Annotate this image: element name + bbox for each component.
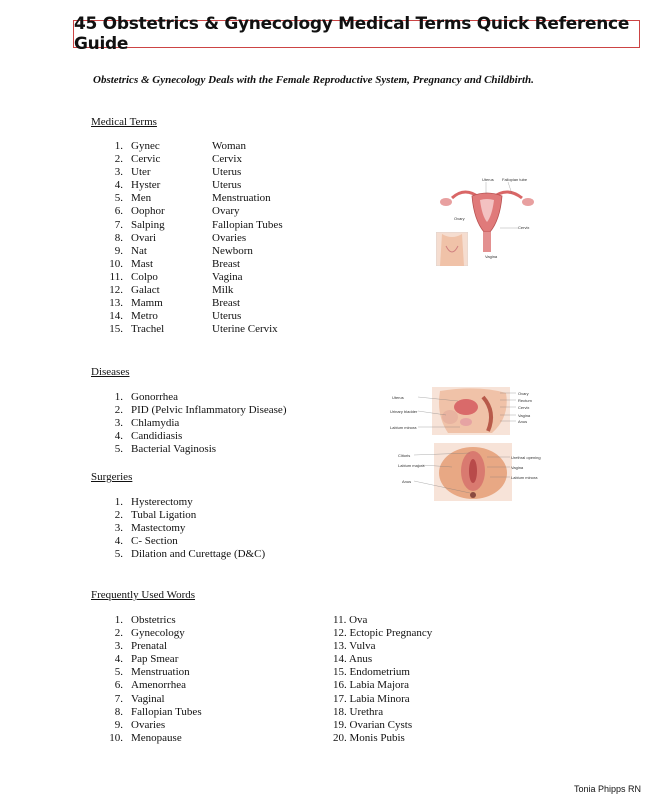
list-item-text: Amenorrhea xyxy=(131,679,186,692)
list-item-text: 12. Ectopic Pregnancy xyxy=(333,627,433,640)
medical-term-row xyxy=(114,153,283,166)
disease-item xyxy=(114,404,287,417)
diseases-list xyxy=(114,391,287,456)
term-root: Cervic xyxy=(131,153,161,166)
term-meaning: Uterus xyxy=(212,166,242,179)
list-item-text: 17. Labia Minora xyxy=(333,692,410,705)
frequent-word-item xyxy=(114,640,202,653)
label-clitoris: Clitoris xyxy=(398,453,411,458)
list-number: 6. xyxy=(114,205,123,218)
list-number: 3. xyxy=(114,522,123,535)
medical-term-row xyxy=(114,192,283,205)
frequent-word-item xyxy=(333,719,432,732)
surgery-item xyxy=(114,509,265,522)
medical-term-row xyxy=(114,179,283,192)
list-number: 5. xyxy=(114,192,123,205)
label-anus-vulva: Anus xyxy=(402,479,412,484)
medical-term-row xyxy=(109,297,283,310)
medical-term-row xyxy=(114,166,283,179)
list-number: 14. xyxy=(109,310,123,323)
term-root: Metro xyxy=(131,310,158,323)
list-number: 3. xyxy=(114,640,123,653)
list-number: 6. xyxy=(114,679,123,692)
list-item-text: Tubal Ligation xyxy=(131,509,197,522)
list-item-text: Vaginal xyxy=(131,692,165,705)
label-ovary-pelvis: Ovary xyxy=(518,391,529,396)
list-number: 5. xyxy=(114,548,123,561)
medical-term-row xyxy=(109,310,283,323)
list-item-text: 15. Endometrium xyxy=(333,666,410,679)
label-cervix: Cervix xyxy=(518,225,530,230)
label-vagina-pelvis: Vagina xyxy=(518,413,531,418)
term-root: Mamm xyxy=(131,297,163,310)
term-meaning: Breast xyxy=(212,257,241,270)
list-number: 9. xyxy=(114,244,123,257)
surgery-item xyxy=(114,548,266,561)
list-item-text: 18. Urethra xyxy=(333,705,384,718)
label-ovary: Ovary xyxy=(454,216,465,221)
term-meaning: Uterine Cervix xyxy=(212,323,278,336)
frequent-word-item xyxy=(333,732,432,745)
list-item-text: 14. Anus xyxy=(333,653,373,666)
list-number: 5. xyxy=(114,443,123,456)
label-anus-pelvis: Anus xyxy=(518,419,528,424)
list-item-text: Bacterial Vaginosis xyxy=(131,443,217,456)
term-meaning: Breast xyxy=(212,297,241,310)
term-meaning: Fallopian Tubes xyxy=(212,218,283,231)
medical-term-row xyxy=(109,257,283,271)
list-item-text: 20. Monis Pubis xyxy=(333,731,405,744)
list-number: 3. xyxy=(114,417,123,430)
term-meaning: Vagina xyxy=(212,270,243,283)
term-root: Ovari xyxy=(131,231,157,244)
surgery-item xyxy=(114,496,265,509)
term-root: Men xyxy=(131,192,152,205)
term-root: Oophor xyxy=(131,205,165,218)
term-root: Mast xyxy=(131,257,153,270)
list-number: 1. xyxy=(114,614,123,626)
label-uterus-pelvis: Uterus xyxy=(392,395,404,400)
medical-term-row xyxy=(109,284,283,297)
frequent-word-item xyxy=(333,706,432,719)
label-cervix-pelvis: Cervix xyxy=(518,405,530,410)
label-labium-majora: Labium majora xyxy=(398,463,425,468)
surgeries-list xyxy=(114,496,266,561)
list-number: 4. xyxy=(114,535,123,548)
medical-term-row xyxy=(109,270,283,284)
medical-term-row xyxy=(114,205,283,218)
frequent-word-item xyxy=(114,692,202,706)
list-number: 2. xyxy=(114,404,123,417)
surgery-item xyxy=(114,535,265,548)
list-item-text: Hysterectomy xyxy=(131,496,193,508)
list-item-text: Candidiasis xyxy=(131,430,183,443)
list-number: 2. xyxy=(114,627,123,640)
list-item-text: Fallopian Tubes xyxy=(131,705,202,718)
list-number: 7. xyxy=(114,692,123,705)
list-number: 3. xyxy=(114,166,123,179)
term-root: Trachel xyxy=(131,323,165,336)
frequent-word-item xyxy=(114,718,202,732)
list-number: 1. xyxy=(114,140,123,152)
list-item-text: Chlamydia xyxy=(131,417,180,430)
frequent-words-right-list xyxy=(333,614,432,745)
list-item-text: Obstetrics xyxy=(131,614,176,626)
term-meaning: Milk xyxy=(212,284,234,297)
term-root: Galact xyxy=(131,284,160,297)
term-root: Uter xyxy=(131,166,151,179)
term-root: Hyster xyxy=(131,179,161,192)
list-number: 10. xyxy=(109,257,123,270)
term-meaning: Cervix xyxy=(212,153,242,166)
list-item-text: Ovaries xyxy=(131,718,166,731)
page-subtitle: Obstetrics & Gynecology Deals with the Female Reproductive System, Pregnancy and Childbirth. xyxy=(93,74,534,86)
term-meaning: Ovary xyxy=(212,205,240,218)
pelvis-sagittal-diagram xyxy=(388,387,548,437)
term-meaning: Menstruation xyxy=(212,192,271,205)
list-number: 13. xyxy=(109,297,123,310)
label-uterus: Uterus xyxy=(482,177,494,182)
list-item-text: Pap Smear xyxy=(131,653,179,666)
list-number: 1. xyxy=(114,391,123,403)
list-item-text: PID (Pelvic Inflammatory Disease) xyxy=(131,404,287,417)
list-item-text: 19. Ovarian Cysts xyxy=(333,718,413,731)
term-meaning: Uterus xyxy=(212,179,242,192)
label-labium-minora: Labium minora xyxy=(511,475,538,480)
list-number: 2. xyxy=(114,153,123,166)
surgeries-heading: Surgeries xyxy=(91,471,133,483)
list-number: 4. xyxy=(114,653,123,666)
frequent-word-item xyxy=(333,653,432,666)
title-box xyxy=(73,14,640,54)
frequent-word-item xyxy=(333,693,432,706)
list-item-text: 11. Ova xyxy=(333,614,368,626)
term-root: Colpo xyxy=(131,270,158,283)
torso-thumbnail xyxy=(436,232,468,266)
medical-term-row xyxy=(109,323,283,336)
label-urinary-bladder: Urinary bladder xyxy=(390,409,418,414)
disease-item xyxy=(114,443,286,456)
label-vagina: Vagina xyxy=(485,254,498,259)
list-item-text: 16. Labia Majora xyxy=(333,679,410,692)
frequent-word-item xyxy=(333,614,432,627)
list-item-text: Gonorrhea xyxy=(131,391,179,403)
list-item-text: Gynecology xyxy=(131,627,185,640)
list-item-text: Menstruation xyxy=(131,666,190,679)
list-number: 12. xyxy=(109,284,123,297)
frequent-word-item xyxy=(333,627,432,640)
disease-item xyxy=(114,430,286,443)
list-number: 2. xyxy=(114,509,123,522)
term-root: Nat xyxy=(131,244,147,257)
list-number: 15. xyxy=(109,323,123,336)
frequent-word-item xyxy=(333,679,432,692)
medical-term-row xyxy=(114,244,283,258)
frequent-words-left-list xyxy=(109,614,202,745)
list-number: 10. xyxy=(109,731,123,744)
frequent-word-item xyxy=(109,731,202,745)
list-item-text: 13. Vulva xyxy=(333,640,376,653)
medical-terms-heading: Medical Terms xyxy=(91,116,157,128)
list-number: 8. xyxy=(114,705,123,718)
footer-author: Tonia Phipps RN xyxy=(574,784,642,794)
medical-term-row xyxy=(114,231,283,245)
frequent-word-item xyxy=(114,705,202,719)
list-item-text: Mastectomy xyxy=(131,522,186,535)
list-number: 9. xyxy=(114,718,123,731)
surgery-item xyxy=(114,522,265,535)
frequent-word-item xyxy=(333,666,432,679)
frequent-words-heading: Frequently Used Words xyxy=(91,589,196,601)
label-fallopian-tube: Fallopian tube xyxy=(502,177,528,182)
disease-item xyxy=(114,417,286,430)
term-meaning: Newborn xyxy=(212,244,253,257)
medical-terms-list xyxy=(109,140,283,336)
frequent-word-item xyxy=(114,627,202,640)
frequent-word-item xyxy=(333,640,432,653)
term-meaning: Uterus xyxy=(212,310,242,323)
list-item-text: C- Section xyxy=(131,535,178,548)
term-root: Salping xyxy=(131,218,165,231)
term-meaning: Woman xyxy=(212,140,246,152)
list-number: 11. xyxy=(109,270,123,283)
list-item-text: Menopause xyxy=(131,731,182,744)
term-root: Gynec xyxy=(131,140,160,152)
list-number: 8. xyxy=(114,231,123,244)
page-title: 45 Obstetrics & Gynecology Medical Terms Quick Reference Guide xyxy=(74,14,630,54)
list-item-text: Dilation and Curettage (D&C) xyxy=(131,548,266,561)
list-number: 4. xyxy=(114,430,123,443)
frequent-word-item xyxy=(114,653,202,666)
list-number: 7. xyxy=(114,218,123,231)
list-item-text: Prenatal xyxy=(131,640,168,653)
list-number: 1. xyxy=(114,496,123,508)
frequent-word-item xyxy=(114,614,202,627)
term-meaning: Ovaries xyxy=(212,231,247,244)
medical-term-row xyxy=(114,218,283,232)
frequent-word-item xyxy=(114,679,202,692)
medical-term-row xyxy=(114,140,283,153)
diseases-heading: Diseases xyxy=(91,366,130,378)
frequent-word-item xyxy=(114,666,202,679)
vulva-diagram xyxy=(392,443,542,503)
label-rectum: Rectum xyxy=(518,398,532,403)
label-labium-minora-top: Labium minora xyxy=(390,425,417,430)
disease-item xyxy=(114,391,286,404)
list-number: 5. xyxy=(114,666,123,679)
list-number: 4. xyxy=(114,179,123,192)
label-vagina-vulva: Vagina xyxy=(511,465,524,470)
label-urethral-opening: Urethral opening xyxy=(511,455,541,460)
